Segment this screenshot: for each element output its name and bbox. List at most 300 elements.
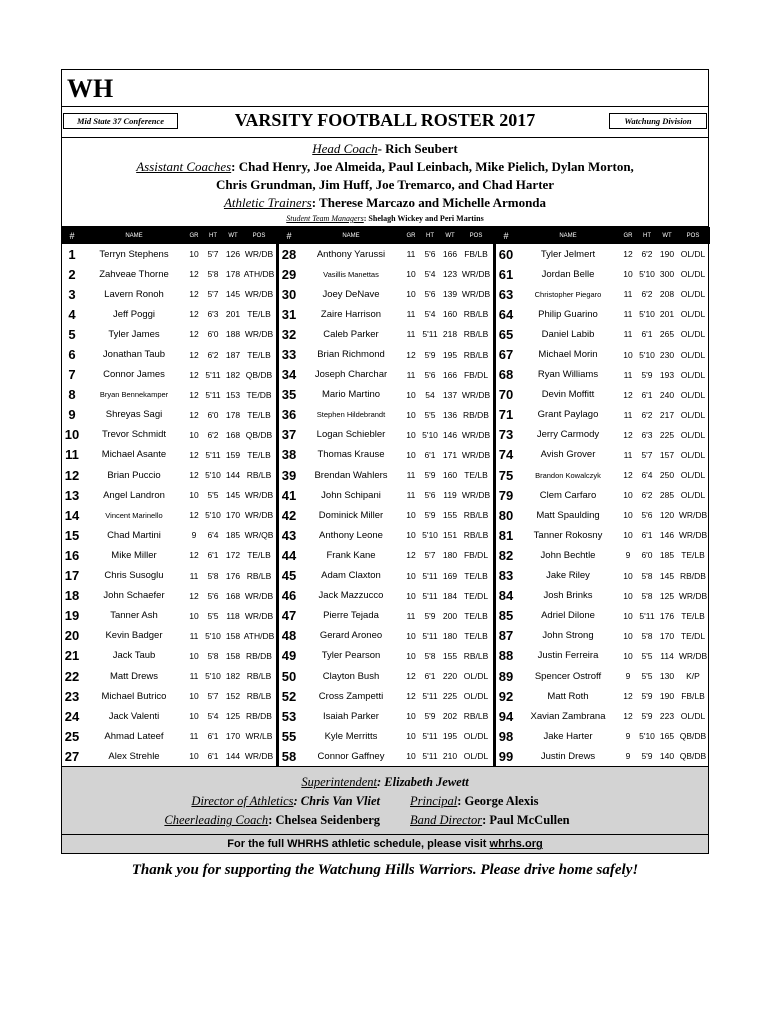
player-name: Anthony Leone [319, 529, 383, 541]
player-ht: 5'11 [422, 630, 438, 641]
player-name: Jonathan Taub [102, 349, 166, 361]
player-pos: RB/LB [463, 711, 489, 722]
player-num: 14 [64, 507, 80, 523]
header-wt: WT [662, 232, 672, 239]
player-ht: 5'11 [422, 751, 438, 762]
player-num: 49 [281, 648, 297, 664]
player-row [62, 344, 276, 364]
player-pos: TE/LB [464, 470, 488, 481]
ad-name: : Chris Van Vliet [293, 794, 380, 809]
player-ht: 6'3 [207, 309, 219, 320]
player-num: 34 [281, 367, 297, 383]
player-pos: WR/DB [678, 510, 708, 521]
player-pos: WR/DB [244, 610, 274, 621]
player-name: Jake Riley [546, 570, 590, 582]
player-num: 47 [281, 608, 297, 624]
player-ht: 6'2 [641, 249, 653, 260]
player-gr: 12 [623, 470, 633, 481]
player-name: John Bechtle [540, 549, 596, 561]
player-ht: 5'5 [207, 610, 219, 621]
player-row [279, 244, 493, 264]
player-num: 83 [498, 568, 514, 584]
player-name: Spencer Ostroff [534, 670, 602, 682]
player-wt: 144 [225, 751, 241, 762]
player-pos: RB/LB [246, 691, 272, 702]
player-name: Brian Richmond [317, 349, 385, 361]
player-num: 20 [64, 628, 80, 644]
player-wt: 225 [659, 429, 675, 440]
player-wt: 168 [225, 429, 241, 440]
player-gr: 9 [625, 731, 631, 742]
player-wt: 188 [225, 329, 241, 340]
player-ht: 5'7 [641, 449, 653, 460]
player-gr: 10 [406, 650, 416, 661]
player-pos: WR/DB [461, 389, 491, 400]
player-gr: 10 [406, 570, 416, 581]
player-ht: 5'10 [205, 630, 221, 641]
player-name: Terryn Stephens [99, 248, 169, 260]
player-gr: 10 [406, 731, 416, 742]
player-wt: 155 [442, 650, 458, 661]
player-gr: 12 [623, 691, 633, 702]
player-num: 21 [64, 648, 80, 664]
player-gr: 10 [189, 610, 199, 621]
player-row [62, 365, 276, 385]
player-ht: 5'8 [424, 650, 436, 661]
player-wt: 169 [442, 570, 458, 581]
ad-principal-line [62, 792, 708, 811]
player-num: 80 [498, 507, 514, 523]
player-num: 31 [281, 306, 297, 322]
player-wt: 201 [659, 309, 675, 320]
player-ht: 6'4 [207, 530, 219, 541]
player-wt: 190 [659, 691, 675, 702]
player-num: 41 [281, 487, 297, 503]
player-wt: 210 [442, 751, 458, 762]
roster-header [62, 227, 276, 244]
logo-text: WH [67, 74, 114, 102]
player-gr: 11 [406, 329, 416, 340]
player-pos: WR/DB [461, 269, 491, 280]
player-name: Trevor Schmidt [101, 429, 167, 441]
player-num: 75 [498, 467, 514, 483]
team-managers-line [62, 212, 708, 226]
player-name: John Schaefer [103, 590, 165, 602]
player-ht: 5'10 [205, 510, 221, 521]
player-row [496, 726, 710, 746]
player-ht: 6'1 [207, 550, 219, 561]
player-name: Jack Taub [112, 650, 156, 662]
player-pos: OL/DL [680, 289, 706, 300]
player-row [496, 566, 710, 586]
player-pos: FB/LB [681, 691, 705, 702]
player-num: 35 [281, 387, 297, 403]
player-num: 61 [498, 266, 514, 282]
player-ht: 5'7 [207, 289, 219, 300]
player-num: 6 [68, 347, 76, 363]
player-gr: 9 [625, 671, 631, 682]
player-gr: 10 [406, 590, 416, 601]
player-name: Michael Asante [101, 449, 167, 461]
player-ht: 6'1 [424, 449, 436, 460]
player-wt: 187 [225, 349, 241, 360]
player-row [279, 505, 493, 525]
player-pos: OL/DL [680, 409, 706, 420]
player-pos: WR/LB [245, 731, 273, 742]
player-name: Gerard Aroneo [319, 630, 383, 642]
player-wt: 144 [225, 470, 241, 481]
player-gr: 11 [406, 490, 416, 501]
player-pos: RB/LB [463, 349, 489, 360]
player-wt: 171 [442, 449, 458, 460]
player-num: 87 [498, 628, 514, 644]
player-row [62, 525, 276, 545]
player-ht: 6'2 [641, 409, 653, 420]
player-name: Jack Mazzucco [318, 590, 384, 602]
player-wt: 220 [442, 671, 458, 682]
player-row [62, 626, 276, 646]
player-num: 58 [281, 748, 297, 764]
player-num: 82 [498, 547, 514, 563]
player-name: Cross Zampetti [318, 690, 384, 702]
player-name: Justin Ferreira [537, 650, 599, 662]
player-row [279, 606, 493, 626]
player-wt: 172 [225, 550, 241, 561]
schedule-bar [62, 834, 708, 853]
player-row [279, 545, 493, 565]
player-name: Isaiah Parker [323, 710, 379, 722]
player-num: 28 [281, 246, 297, 262]
player-name: Matt Roth [547, 690, 589, 702]
player-pos: WR/DB [244, 329, 274, 340]
header-name: NAME [125, 232, 143, 239]
player-gr: 12 [189, 550, 199, 561]
player-pos: WR/DB [461, 429, 491, 440]
roster-column [62, 227, 276, 766]
player-gr: 10 [189, 711, 199, 722]
player-row [496, 485, 710, 505]
player-name: Michael Morin [538, 349, 598, 361]
school-logo [65, 74, 125, 102]
player-pos: TE/LB [247, 550, 271, 561]
assistant-coaches-line [62, 158, 708, 176]
player-pos: OL/DL [680, 389, 706, 400]
player-gr: 10 [406, 751, 416, 762]
player-pos: QB/DB [679, 731, 707, 742]
roster-column [276, 227, 493, 766]
player-ht: 5'6 [641, 510, 653, 521]
player-gr: 10 [623, 530, 633, 541]
player-name: Logan Schiebler [316, 429, 386, 441]
player-row [279, 445, 493, 465]
player-num: 79 [498, 487, 514, 503]
player-wt: 168 [225, 590, 241, 601]
player-name: Clem Carfaro [539, 489, 597, 501]
player-wt: 182 [225, 671, 241, 682]
player-row [279, 324, 493, 344]
player-row [279, 284, 493, 304]
administration-footer [62, 767, 708, 834]
player-wt: 193 [659, 369, 675, 380]
player-pos: OL/DL [463, 731, 489, 742]
player-row [496, 244, 710, 264]
player-ht: 6'4 [641, 470, 653, 481]
player-name: Vasillis Manettas [323, 269, 379, 279]
player-row [62, 726, 276, 746]
player-num: 8 [68, 387, 76, 403]
player-ht: 5'8 [641, 630, 653, 641]
player-name: Adriel Dilone [541, 610, 595, 622]
player-name: Tanner Rokosny [533, 529, 603, 541]
player-name: John Schipani [321, 489, 381, 501]
player-ht: 5'9 [641, 691, 653, 702]
player-ht: 5'11 [639, 610, 655, 621]
player-wt: 125 [225, 711, 241, 722]
player-name: Angel Landron [103, 489, 165, 501]
player-row [496, 405, 710, 425]
player-ht: 6'0 [641, 550, 653, 561]
header-ht: HT [426, 232, 434, 239]
player-wt: 166 [442, 249, 458, 260]
player-ht: 5'11 [205, 449, 221, 460]
player-gr: 11 [406, 309, 416, 320]
player-pos: FB/LB [464, 249, 488, 260]
player-num: 16 [64, 547, 80, 563]
player-row [62, 425, 276, 445]
player-row [496, 626, 710, 646]
player-wt: 170 [225, 731, 241, 742]
player-pos: OL/DL [680, 470, 706, 481]
player-pos: TE/DL [680, 630, 706, 641]
player-pos: OL/DL [680, 329, 706, 340]
player-pos: TE/LB [681, 610, 705, 621]
player-ht: 5'9 [424, 470, 436, 481]
player-ht: 5'11 [422, 590, 438, 601]
player-wt: 146 [442, 429, 458, 440]
player-pos: OL/DL [463, 671, 489, 682]
player-wt: 151 [442, 530, 458, 541]
player-num: 89 [498, 668, 514, 684]
player-gr: 10 [623, 650, 633, 661]
player-wt: 114 [660, 650, 674, 661]
player-wt: 230 [659, 349, 675, 360]
player-pos: RB/LB [246, 671, 272, 682]
player-pos: RB/LB [463, 650, 489, 661]
header-wt: WT [445, 232, 455, 239]
player-num: 32 [281, 326, 297, 342]
player-name: Shreyas Sagi [105, 409, 163, 421]
player-ht: 6'2 [207, 429, 219, 440]
player-row [496, 746, 710, 766]
player-gr: 11 [189, 630, 199, 641]
player-row [279, 686, 493, 706]
player-name: Adam Claxton [321, 570, 381, 582]
header-wt: WT [228, 232, 238, 239]
player-num: 85 [498, 608, 514, 624]
player-row [496, 545, 710, 565]
player-name: Tanner Ash [110, 610, 158, 622]
player-gr: 12 [189, 510, 199, 521]
player-ht: 5'5 [641, 650, 653, 661]
player-pos: WR/QB [244, 530, 274, 541]
player-pos: WR/DB [244, 751, 274, 762]
roster-header [279, 227, 493, 244]
player-pos: RB/LB [463, 510, 489, 521]
player-row [62, 244, 276, 264]
player-name: Matt Drews [109, 670, 159, 682]
player-pos: TE/LB [681, 550, 705, 561]
player-pos: TE/LB [247, 309, 271, 320]
assistant-coaches-names-1: : Chad Henry, Joe Almeida, Paul Leinbach, Mike Pielich, Dylan Morton, [231, 159, 634, 174]
player-ht: 5'8 [207, 269, 219, 280]
header-num: # [286, 230, 292, 241]
player-ht: 6'0 [207, 329, 219, 340]
schedule-link[interactable]: whrhs.org [489, 838, 543, 851]
player-row [279, 706, 493, 726]
player-name: Zaire Harrison [320, 308, 382, 320]
cheer-label: Cheerleading Coach [164, 813, 269, 828]
player-gr: 10 [623, 269, 633, 280]
player-gr: 10 [189, 249, 199, 260]
player-gr: 10 [623, 610, 633, 621]
player-ht: 6'1 [641, 530, 653, 541]
player-gr: 10 [406, 289, 416, 300]
cheerleading-coach [62, 811, 410, 830]
player-pos: TE/DL [463, 590, 489, 601]
player-num: 3 [68, 286, 76, 302]
player-pos: QB/DB [679, 751, 707, 762]
player-gr: 12 [623, 249, 633, 260]
player-num: 45 [281, 568, 297, 584]
player-ht: 5'7 [207, 691, 219, 702]
player-gr: 12 [189, 329, 199, 340]
player-gr: 10 [189, 751, 199, 762]
player-name: Josh Brinks [543, 590, 593, 602]
player-ht: 5'4 [424, 309, 436, 320]
player-row [496, 304, 710, 324]
player-row [279, 405, 493, 425]
player-pos: QB/DB [245, 369, 273, 380]
header-ht: HT [643, 232, 651, 239]
player-wt: 185 [659, 550, 675, 561]
player-ht: 5'7 [424, 550, 436, 561]
player-row [496, 344, 710, 364]
player-name: Chris Susoglu [104, 570, 164, 582]
player-row [279, 626, 493, 646]
player-row [279, 485, 493, 505]
division-label: Watchung Division [609, 113, 707, 129]
player-wt: 152 [225, 691, 241, 702]
player-name: Philip Guarino [538, 308, 598, 320]
player-pos: OL/DL [463, 691, 489, 702]
player-wt: 158 [225, 650, 241, 661]
player-pos: RB/DB [680, 570, 706, 581]
player-num: 73 [498, 427, 514, 443]
logo-row [62, 70, 708, 107]
player-pos: ATH/DB [243, 269, 275, 280]
player-name: Jordan Belle [541, 268, 595, 280]
player-ht: 5'6 [207, 590, 219, 601]
player-pos: WR/DB [461, 289, 491, 300]
player-name: Matt Spaulding [536, 509, 600, 521]
player-num: 67 [498, 347, 514, 363]
player-gr: 10 [623, 490, 633, 501]
player-row [62, 405, 276, 425]
player-ht: 5'5 [207, 490, 219, 501]
player-wt: 146 [659, 530, 675, 541]
band-label: Band Director [410, 813, 483, 828]
cheer-band-line [62, 811, 708, 830]
player-name: Tyler James [108, 328, 160, 340]
header-pos: POS [252, 232, 266, 239]
player-gr: 12 [189, 309, 199, 320]
player-row [279, 425, 493, 445]
player-num: 48 [281, 628, 297, 644]
player-name: Tyler Pearson [321, 650, 381, 662]
player-gr: 10 [406, 530, 416, 541]
player-row [496, 525, 710, 545]
player-row [62, 465, 276, 485]
player-pos: WR/DB [678, 650, 708, 661]
player-num: 52 [281, 688, 297, 704]
player-pos: TE/LB [247, 349, 271, 360]
player-gr: 11 [189, 731, 199, 742]
player-gr: 12 [189, 389, 199, 400]
principal [410, 792, 708, 811]
player-num: 65 [498, 326, 514, 342]
player-name: Dominick Miller [318, 509, 384, 521]
player-ht: 5'9 [424, 510, 436, 521]
header-num: # [503, 230, 509, 241]
player-gr: 10 [189, 490, 199, 501]
player-wt: 165 [659, 731, 675, 742]
player-num: 92 [498, 688, 514, 704]
player-num: 81 [498, 527, 514, 543]
player-name: Brian Puccio [107, 469, 161, 481]
player-pos: RB/DB [463, 409, 489, 420]
player-ht: 5'6 [424, 490, 436, 501]
player-num: 43 [281, 527, 297, 543]
player-ht: 5'10 [205, 470, 221, 481]
player-row [496, 324, 710, 344]
player-num: 4 [68, 306, 76, 322]
player-gr: 12 [623, 389, 633, 400]
player-ht: 5'8 [207, 570, 219, 581]
player-name: Daniel Labib [541, 328, 595, 340]
player-gr: 12 [189, 269, 199, 280]
player-pos: WR/DB [244, 590, 274, 601]
player-wt: 170 [659, 630, 675, 641]
player-pos: WR/DB [244, 510, 274, 521]
head-coach-line [62, 140, 708, 158]
player-wt: 225 [442, 691, 458, 702]
player-pos: OL/DL [680, 249, 706, 260]
player-wt: 119 [443, 490, 457, 501]
player-gr: 12 [189, 590, 199, 601]
player-num: 63 [498, 286, 514, 302]
player-num: 1 [68, 246, 76, 262]
player-wt: 201 [225, 309, 241, 320]
player-num: 55 [281, 728, 297, 744]
header-name: NAME [342, 232, 360, 239]
player-row [279, 344, 493, 364]
player-num: 74 [498, 447, 514, 463]
player-num: 38 [281, 447, 297, 463]
team-managers-names: : Shelagh Wickey and Peri Martins [363, 214, 484, 223]
player-num: 19 [64, 608, 80, 624]
player-row [62, 566, 276, 586]
player-num: 11 [65, 447, 79, 463]
